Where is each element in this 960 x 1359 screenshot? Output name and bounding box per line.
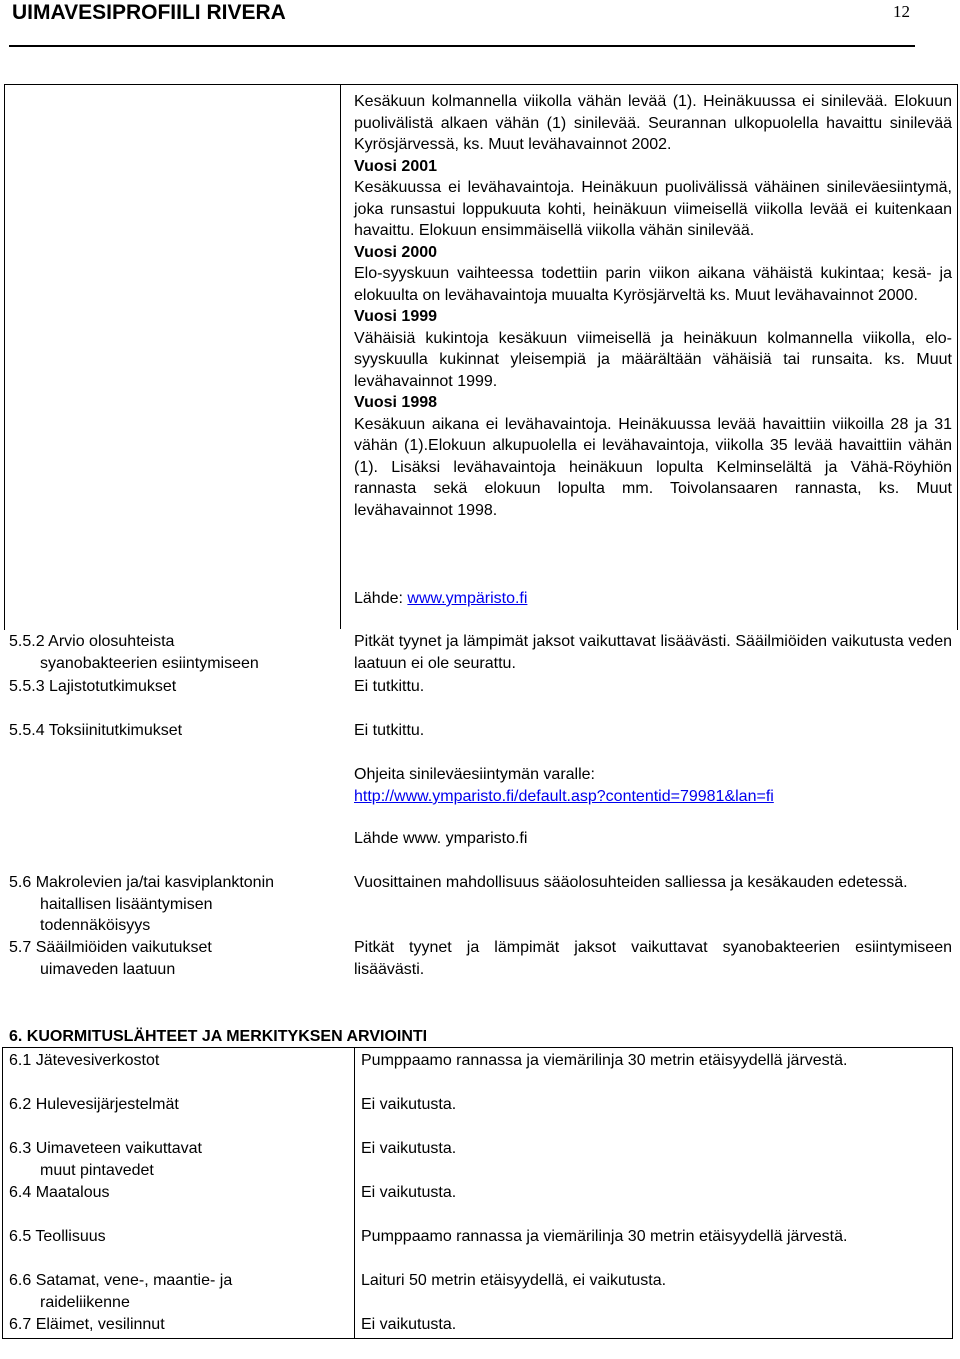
- row-5-5-3-label: 5.5.3 Lajistotutkimukset: [9, 678, 177, 695]
- table-row-value: Laituri 50 metrin etäisyydellä, ei vaikutusta.: [361, 1272, 667, 1289]
- guide-link[interactable]: http://www.ymparisto.fi/default.asp?contentid=79981&lan=fi: [354, 788, 774, 805]
- table-row-value: Ei vaikutusta.: [361, 1096, 457, 1113]
- row-5-7-label-line1: 5.7 Sääilmiöiden vaikutukset: [9, 939, 212, 956]
- source-link[interactable]: www.ympäristo.fi: [407, 590, 528, 607]
- table-row-label-cont: raideliikenne: [40, 1294, 130, 1311]
- table-row-label-cont: muut pintavedet: [40, 1162, 154, 1179]
- row-5-5-4-label: 5.5.4 Toksiinitutkimukset: [9, 722, 183, 739]
- table-row-label: 6.7 Eläimet, vesilinnut: [9, 1316, 165, 1333]
- guide-label: Ohjeita sinileväesiintymän varalle:: [354, 766, 595, 783]
- row-5-5-2-label-line1: 5.5.2 Arvio olosuhteista: [9, 633, 175, 650]
- observation-box-divider: [340, 84, 341, 629]
- year-1998-heading: Vuosi 1998: [354, 394, 438, 411]
- section-6-table-divider: [354, 1047, 355, 1339]
- row-5-6-label-line1: 5.6 Makrolevien ja/tai kasviplanktonin: [9, 874, 275, 891]
- header-divider: [9, 45, 915, 47]
- table-row-label: 6.1 Jätevesiverkostot: [9, 1052, 160, 1069]
- section-6-title: 6. KUORMITUSLÄHTEET JA MERKITYKSEN ARVIOINTI: [9, 1028, 428, 1045]
- row-5-7-label: [9, 937, 212, 980]
- table-row-label: 6.4 Maatalous: [9, 1184, 110, 1201]
- source-line: [354, 588, 527, 610]
- table-row-value: Pumppaamo rannassa ja viemärilinja 30 metrin etäisyydellä järvestä.: [361, 1228, 848, 1245]
- row-5-6-label-line2: haitallisen lisääntymisen: [40, 895, 213, 913]
- table-row-value: Ei vaikutusta.: [361, 1184, 457, 1201]
- observation-intro: Kesäkuun kolmannella viikolla vähän levää (1). Heinäkuussa ei sinilevää. Elokuun puolivälistä alkaen vähän (1) sinilevää. Seurannan ulkopuolella havaittu sinilevää Kyrösjärvessä, ks. Muut levähavainnot 2002.: [354, 93, 952, 153]
- row-5-5-4-text: Ei tutkittu.: [354, 722, 425, 739]
- observation-text: [354, 91, 952, 521]
- row-5-5-3-text: Ei tutkittu.: [354, 678, 425, 695]
- table-row-label: 6.5 Teollisuus: [9, 1228, 106, 1245]
- year-1999-text: Vähäisiä kukintoja kesäkuun viimeisellä ja heinäkuun kolmannella viikolla, elo-syyskuulla kukinnat yleisempiä ja määrältään vähäisiä tai runsaita. ks. Muut levähavainnot 1999.: [354, 329, 952, 390]
- row-5-5-2-label: [9, 631, 259, 674]
- source-label: Lähde:: [354, 590, 408, 607]
- row-5-6-text: Vuosittainen mahdollisuus sääolosuhteiden salliessa ja kesäkauden edetessä.: [354, 874, 908, 891]
- table-row-value: Ei vaikutusta.: [361, 1316, 457, 1333]
- guide-source: Lähde www. ymparisto.fi: [354, 830, 528, 847]
- year-2000-heading: Vuosi 2000: [354, 243, 438, 261]
- table-row-label: 6.3 Uimaveteen vaikuttavat: [9, 1140, 202, 1157]
- row-5-5-2-text: Pitkät tyynet ja lämpimät jaksot vaikuttavat lisäävästi. Sääilmiöiden vaikutusta veden laatuun ei ole seurattu.: [354, 633, 952, 672]
- row-5-7-label-line2: uimaveden laatuun: [40, 960, 176, 978]
- table-row-value: Ei vaikutusta.: [361, 1140, 457, 1157]
- year-2000-text: Elo-syyskuun vaihteessa todettiin parin viikon aikana vähäistä kukintaa; kesä- ja elokuulta on levähavaintoja muualta Kyrösjärveltä ks. Muut levähavainnot 2000.: [354, 265, 952, 304]
- row-5-6-label-line3: todennäköisyys: [40, 917, 151, 934]
- section-6-table: [2, 1047, 953, 1339]
- year-2001-heading: Vuosi 2001: [354, 157, 438, 175]
- table-row-label: 6.2 Hulevesijärjestelmät: [9, 1096, 179, 1113]
- page-number: 12: [893, 2, 910, 21]
- document-title: UIMAVESIPROFIILI RIVERA: [12, 1, 286, 24]
- row-5-5-2-label-line2: syanobakteerien esiintymiseen: [40, 654, 259, 672]
- row-5-7-text: Pitkät tyynet ja lämpimät jaksot vaikuttavat syanobakteerien esiintymiseen lisäävästi.: [354, 939, 952, 978]
- table-row-value: Pumppaamo rannassa ja viemärilinja 30 metrin etäisyydellä järvestä.: [361, 1052, 848, 1069]
- table-row-label: 6.6 Satamat, vene-, maantie- ja: [9, 1272, 233, 1289]
- year-2001-text: Kesäkuussa ei levähavaintoja. Heinäkuun puolivälissä vähäinen sinileväesiintymä, joka runsastui loppukuuta kohti, heinäkuun viimeisellä viikolla levää ei kuitenkaan havaittu. Elokuun ensimmäisellä viikolla vähän sinilevää.: [354, 179, 952, 239]
- row-5-6-label: [9, 872, 274, 937]
- year-1999-heading: Vuosi 1999: [354, 308, 438, 325]
- year-1998-text: Kesäkuun aikana ei levähavaintoja. Heinäkuussa levää havaittiin viikoilla 28 ja 31 vähän (1).Elokuun alkupuolella ei levähavaintoja, viikolla 35 levää havaittiin vähän (1). Lisäksi levähavaintoja heinäkuun lopulta Kelminselältä ja Vähä-Röyhiön rannasta sekä elokuun lopulta mm. Toivolansaaren rannasta, ks. Muut levähavainnot 1998.: [354, 415, 952, 519]
